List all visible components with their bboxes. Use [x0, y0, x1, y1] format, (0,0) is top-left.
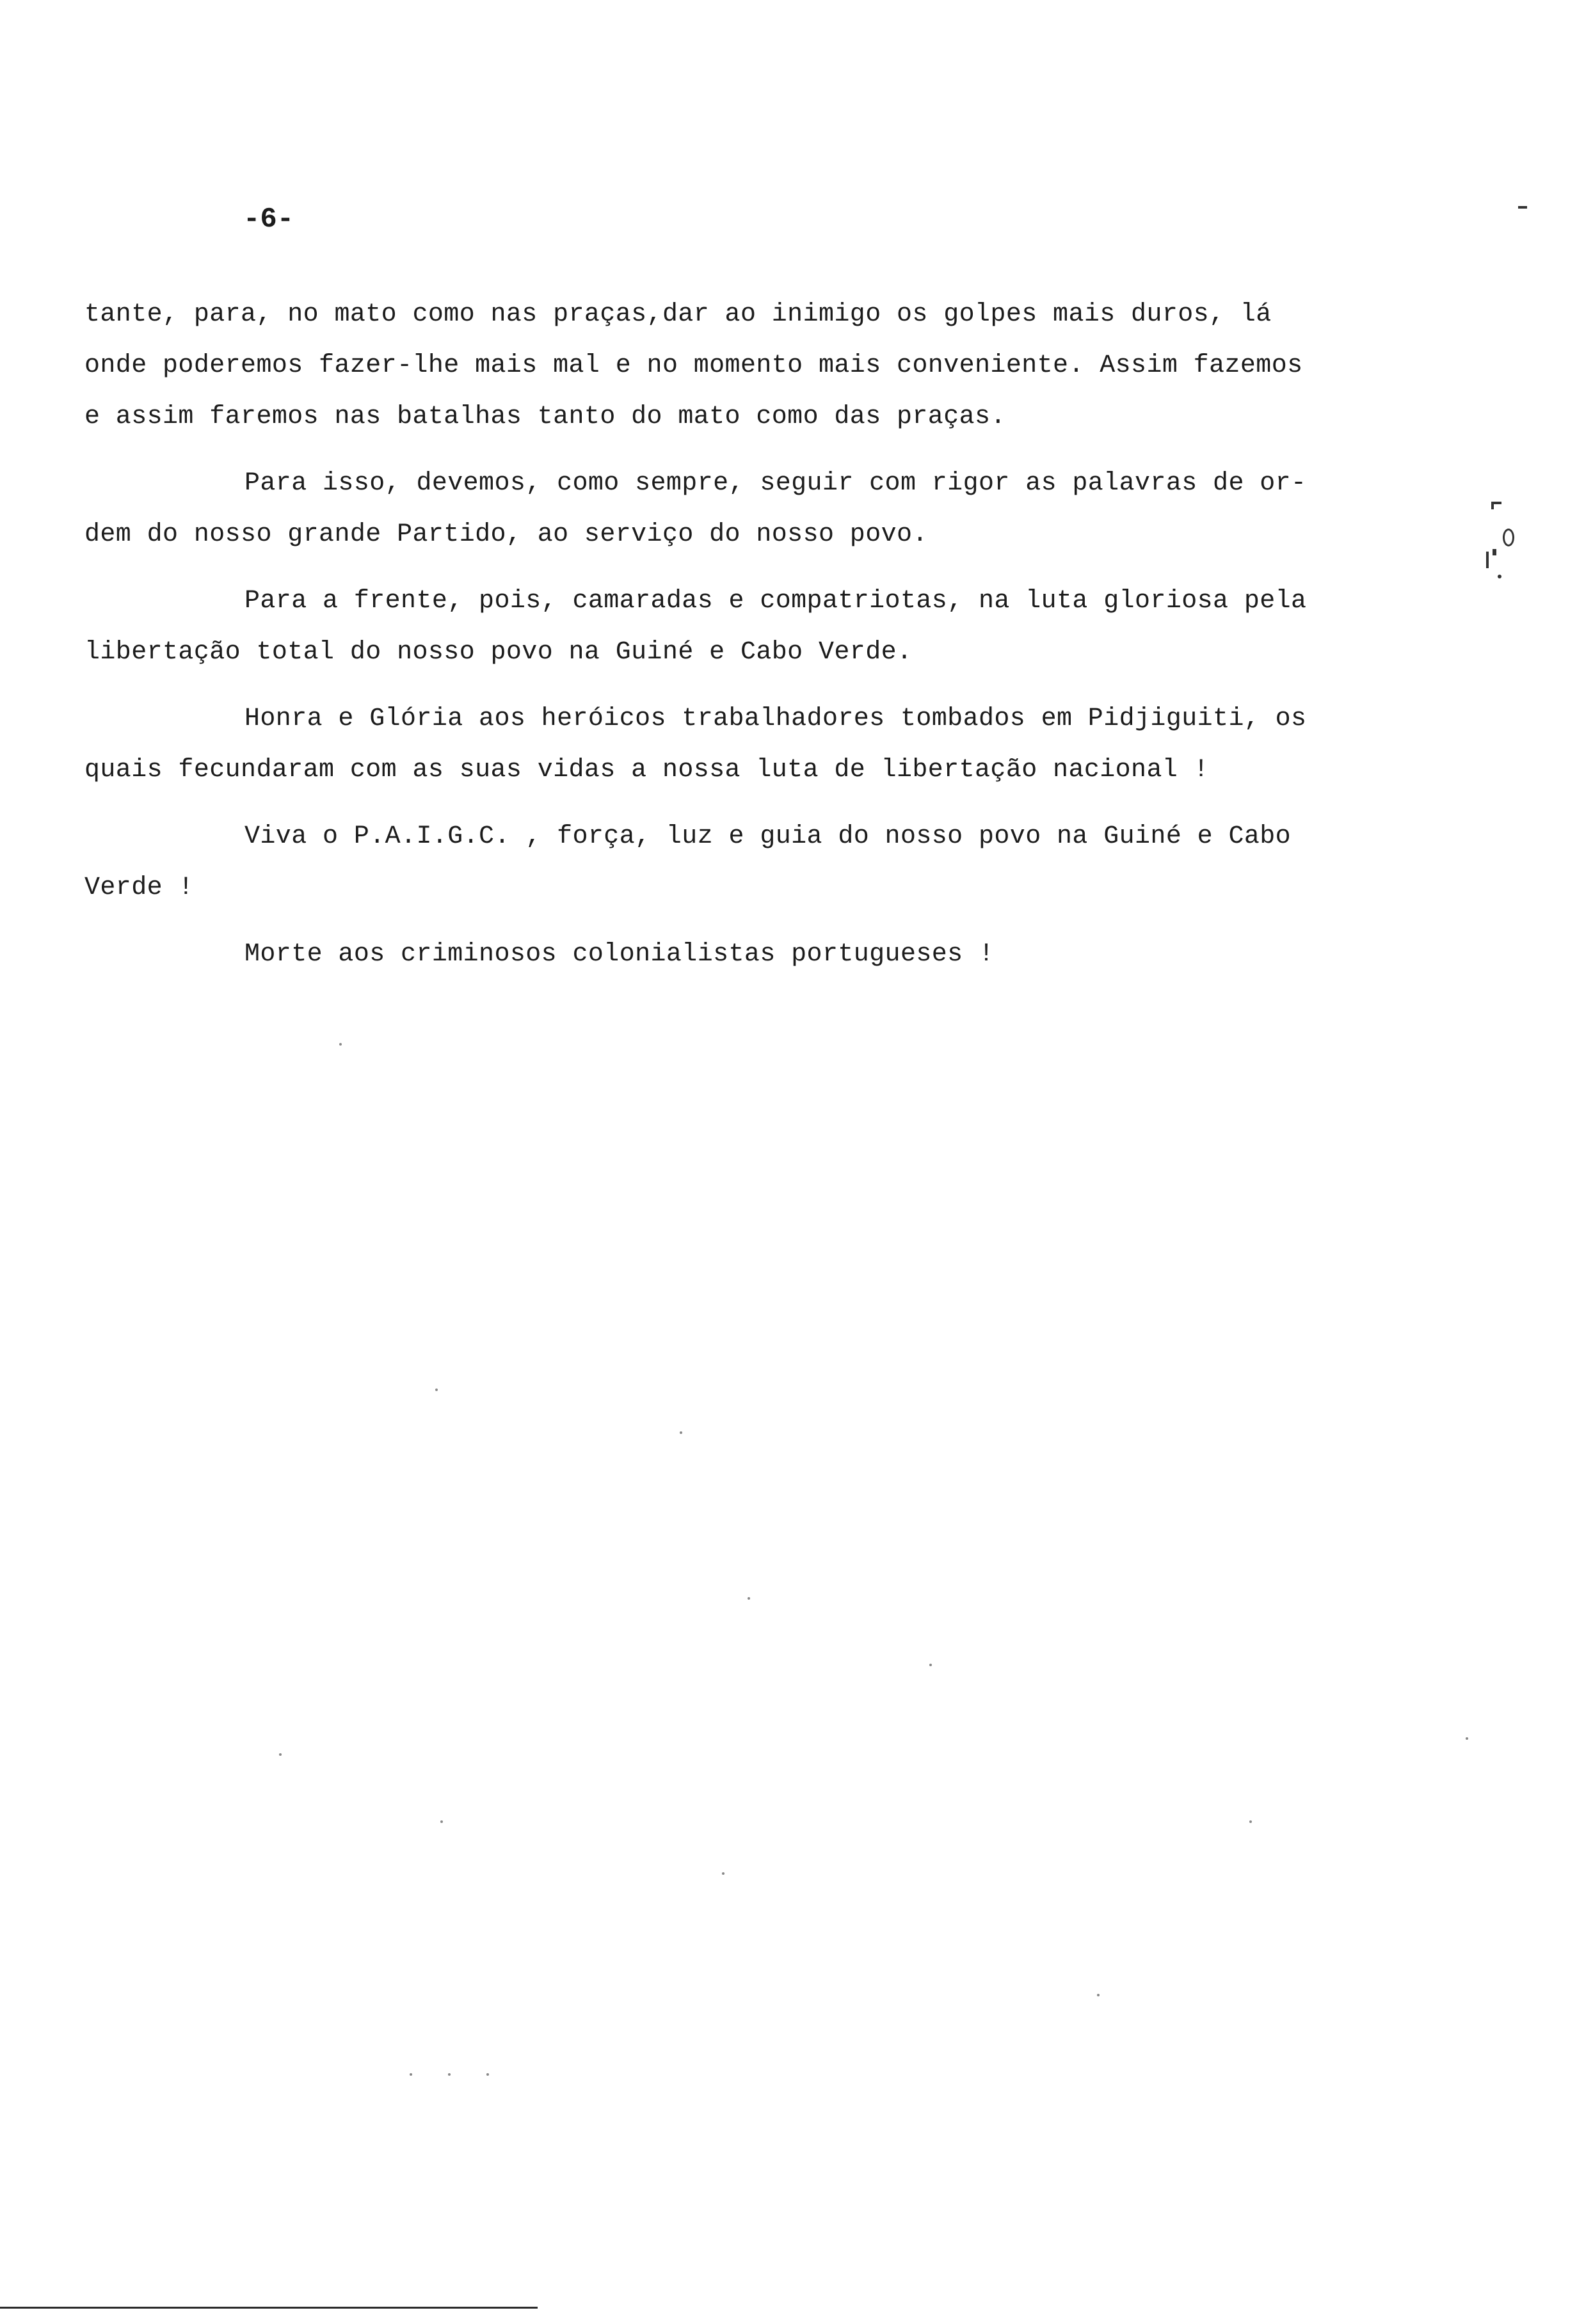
scan-artifact — [748, 1597, 750, 1600]
scan-artifact — [440, 1820, 443, 1823]
scan-artifact — [929, 1664, 932, 1666]
bottom-edge-line — [0, 2307, 538, 2309]
scan-artifact — [448, 2073, 451, 2076]
text-line: e assim faremos nas batalhas tanto do mato como das praças. — [84, 402, 1006, 431]
paragraph-3 — [84, 576, 1352, 678]
text-line: Honra e Glória aos heróicos trabalhadores tombados em Pidjiguiti, os — [244, 704, 1307, 733]
scan-artifact — [722, 1872, 724, 1875]
scan-artifact — [486, 2073, 489, 2076]
page-number: -6- — [243, 203, 294, 235]
scan-artifact — [1249, 1820, 1252, 1823]
text-line: Para a frente, pois, camaradas e compatriotas, na luta gloriosa pela — [244, 587, 1307, 616]
scan-artifact — [410, 2073, 412, 2076]
text-line: quais fecundaram com as suas vidas a nossa luta de libertação nacional ! — [84, 756, 1210, 784]
paragraph-2 — [84, 458, 1352, 561]
text-line: tante, para, no mato como nas praças,dar ao inimigo os golpes mais duros, lá — [84, 300, 1272, 329]
margin-scribble — [1484, 493, 1516, 589]
scan-artifact — [279, 1753, 282, 1756]
scan-artifact — [1466, 1737, 1468, 1740]
paragraph-1 — [84, 289, 1352, 443]
paragraph-5-continuation: Verde ! — [84, 873, 194, 902]
scan-artifact — [339, 1043, 342, 1046]
paragraph-4 — [84, 694, 1352, 796]
text-line: onde poderemos fazer-lhe mais mal e no momento mais conveniente. Assim fazemos — [84, 351, 1303, 380]
scan-artifact — [435, 1389, 438, 1391]
scan-artifact — [1518, 206, 1527, 209]
scan-artifact — [1097, 1994, 1100, 1996]
closing-line: Morte aos criminosos colonialistas portugueses ! — [244, 940, 995, 969]
text-line: libertação total do nosso povo na Guiné e Cabo Verde. — [84, 638, 913, 667]
text-line: Viva o P.A.I.G.C. , força, luz e guia do nosso povo na Guiné e Cabo — [244, 822, 1292, 851]
paragraph-5 — [84, 811, 1352, 863]
text-line: Para isso, devemos, como sempre, seguir com rigor as palavras de or- — [244, 469, 1307, 498]
scan-artifact — [680, 1431, 682, 1434]
text-line: dem do nosso grande Partido, ao serviço do nosso povo. — [84, 520, 928, 549]
document-body — [84, 289, 1352, 980]
